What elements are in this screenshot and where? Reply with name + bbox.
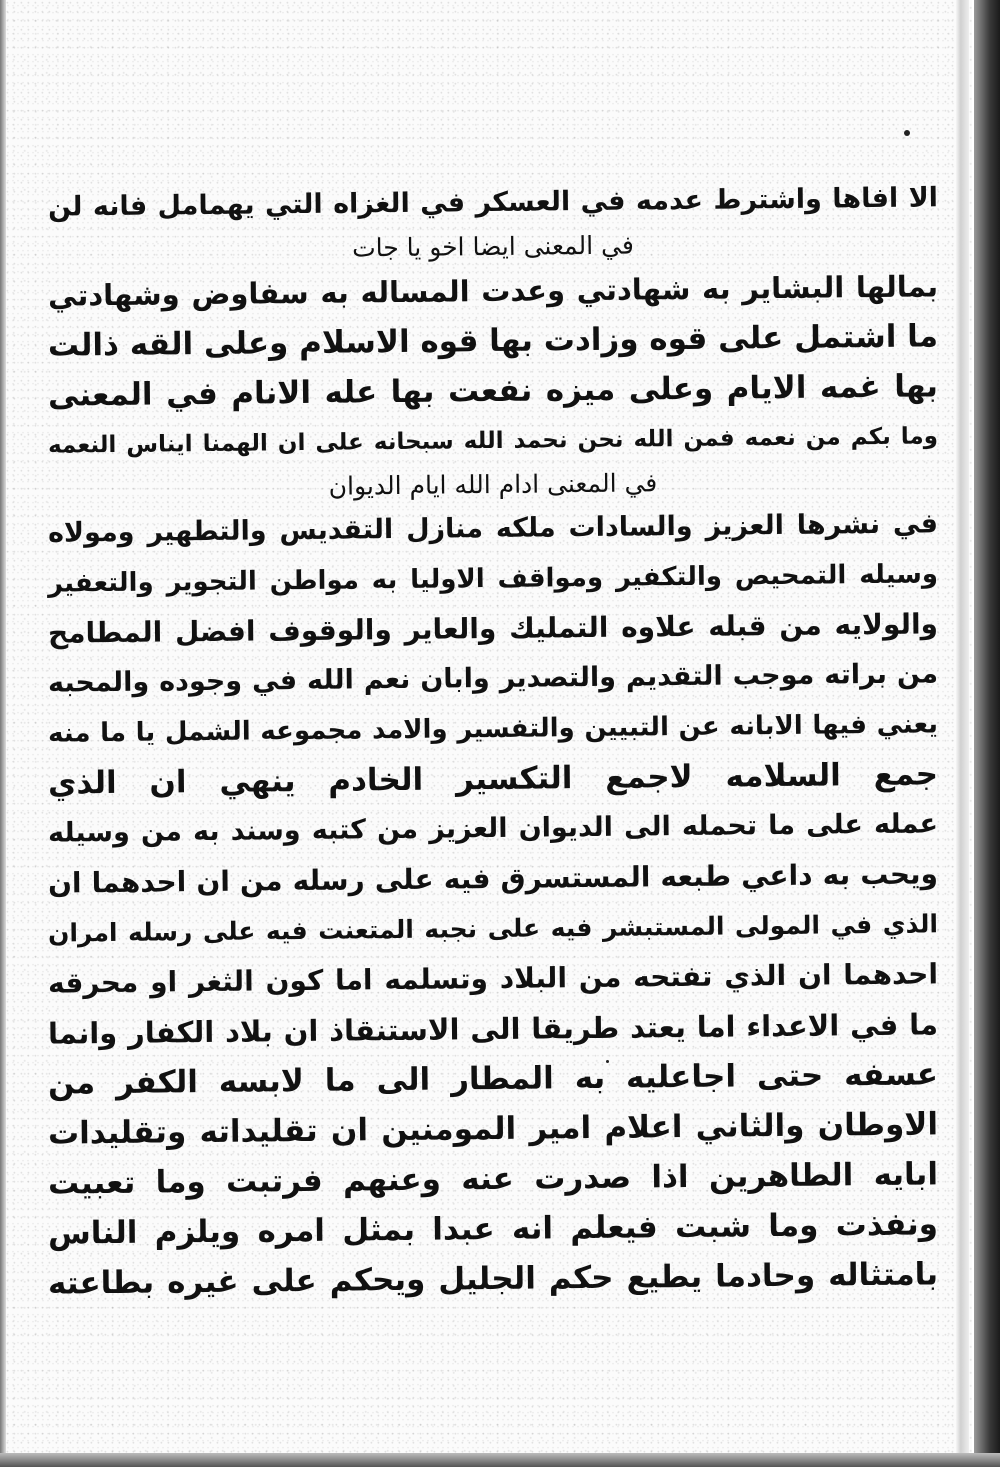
text-line: يعني فيها الابانه عن التبيين والتفسير والامد مجموعه الشمل يا ما منه bbox=[47, 709, 939, 749]
ink-spot bbox=[904, 130, 910, 136]
text-line: الذي في المولى المستبشر فيه على نجبه المتعنت فيه على رسله امران bbox=[47, 909, 939, 948]
text-line: بامتثاله وحادما يطيع حكم الجليل ويحكم على غيره بطاعته bbox=[47, 1256, 939, 1302]
scan-bottom-edge bbox=[0, 1453, 1000, 1467]
text-line: الا افاها واشترط عدمه في العسكر في الغزاه التي يهمامل فانه لن bbox=[47, 182, 939, 223]
text-line: احدهما ان الذي تفتحه من البلاد وتسلمه اما كون الثغر او محرقه bbox=[47, 957, 939, 1000]
text-line: ما في الاعداء اما يعتد طريقا الى الاستنقاذ ان بلاد الكفار وانما bbox=[47, 1007, 939, 1051]
manuscript-text bbox=[48, 178, 938, 1304]
text-line-gloss: في المعنى ايضا اخو يا جات bbox=[352, 230, 634, 263]
scan-right-edge bbox=[974, 0, 1000, 1467]
text-line: بها غمه الايام وعلى ميزه نفعت بها عله الانام في المعنى bbox=[47, 368, 939, 414]
text-line: ما اشتمل على قوه وزادت بها قوه الاسلام وعلى القه ذالت bbox=[47, 318, 939, 364]
text-line: من براته موجب التقديم والتصدير وابان نعم الله في وجوده والمحبه bbox=[47, 658, 939, 699]
text-line-gloss: في المعنى ادام الله ايام الديوان bbox=[328, 468, 658, 501]
page-fold bbox=[955, 0, 969, 1453]
text-line: الاوطان والثاني اعلام امير المومنين ان تقليداته وتقليدات bbox=[47, 1106, 939, 1152]
text-line: وسيله التمحيص والتكفير ومواقف الاوليا به مواطن التجوير والتعفير bbox=[47, 559, 939, 599]
text-line: ابايه الطاهرين اذا صدرت عنه وعنهم فرتبت وما تعبيت bbox=[47, 1156, 939, 1202]
text-line: ويحب به داعي طبعه المستسرق فيه على رسله من ان احدهما ان bbox=[47, 857, 939, 900]
text-line: ونفذت وما شبت فيعلم انه عبدا بمثل امره ويلزم الناس bbox=[47, 1206, 939, 1252]
text-line: جمع السلامه لاجمع التكسير الخادم ينهي ان الذي bbox=[47, 756, 939, 802]
text-line: والولايه من قبله علاوه التمليك والعاير والوقوف افضل المطامح bbox=[47, 607, 939, 650]
text-line: بمالها البشاير به شهادتي وعدت المساله به سفاوض وشهادتي bbox=[47, 269, 939, 313]
text-line: عسفه حتى اجاعليه به المطار الى ما لابسه الكفر من bbox=[47, 1056, 939, 1102]
text-line: وما بكم من نعمه فمن الله نحن نحمد الله سبحانه على ان الهمنا ايناس النعمه bbox=[47, 423, 939, 459]
text-line: في نشرها العزيز والسادات ملكه منازل التقديس والتطهير ومولاه bbox=[47, 508, 939, 549]
text-line: عمله على ما تحمله الى الديوان العزيز من كتبه وسند به من وسيله bbox=[47, 808, 939, 849]
